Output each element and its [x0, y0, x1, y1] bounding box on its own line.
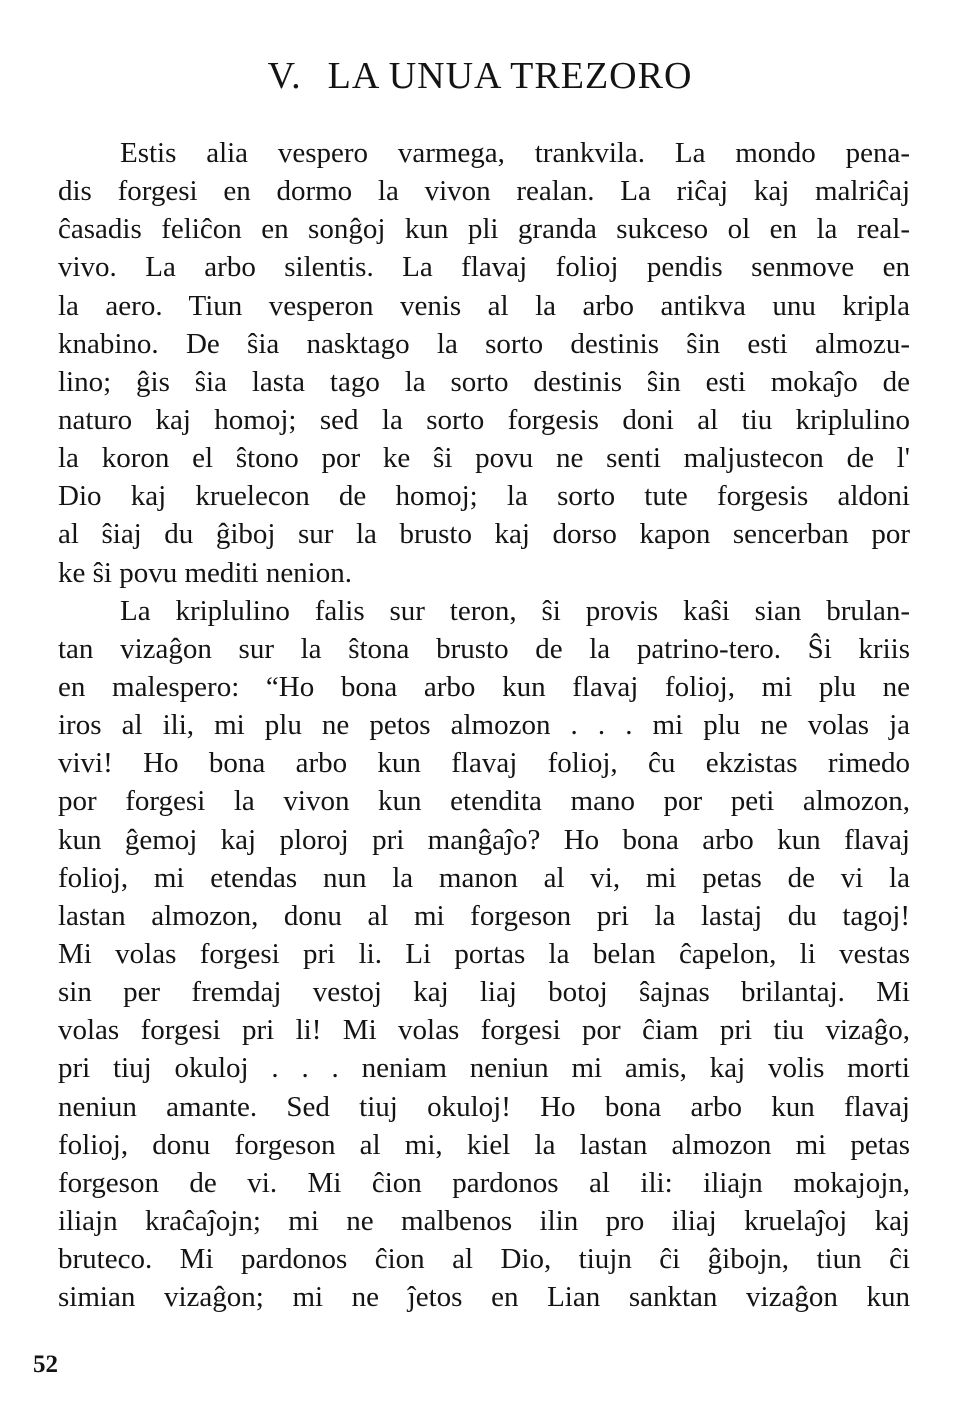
text-line: iliajn kraĉaĵojn; mi ne malbenos ilin pro iliaj kruelaĵoj kaj — [58, 1204, 910, 1237]
text-line: La kriplulino falis sur teron, ŝi provis kaŝi sian brulan- — [120, 594, 910, 627]
chapter-number: V. — [267, 55, 302, 97]
text-line: en malespero: “Ho bona arbo kun flavaj folioj, mi plu ne — [58, 670, 910, 703]
text-line: simian vizaĝon; mi ne ĵetos en Lian sanktan vizaĝon kun — [58, 1281, 910, 1314]
chapter-title — [0, 54, 960, 98]
text-line: Mi volas forgesi pri li. Li portas la belan ĉapelon, li vestas — [58, 937, 910, 970]
text-line: Estis alia vespero varmega, trankvila. La mondo pena- — [120, 137, 910, 169]
text-line: pri tiuj okuloj . . . neniam neniun mi amis, kaj volis morti — [58, 1052, 910, 1085]
text-line: vivo. La arbo silentis. La flavaj folioj pendis senmove en — [58, 251, 910, 284]
text-line: neniun amante. Sed tiuj okuloj! Ho bona arbo kun flavaj — [58, 1090, 910, 1123]
text-line: folioj, mi etendas nun la manon al vi, mi petas de vi la — [58, 861, 910, 894]
text-line: knabino. De ŝia nasktago la sorto destinis ŝin esti almozu- — [58, 327, 910, 360]
text-line: tan vizaĝon sur la ŝtona brusto de la patrino-tero. Ŝi kriis — [58, 632, 910, 665]
text-line: dis forgesi en dormo la vivon realan. La riĉaj kaj malriĉaj — [58, 175, 910, 208]
text-line: volas forgesi pri li! Mi volas forgesi por ĉiam pri tiu vizaĝo, — [58, 1014, 910, 1047]
text-line: Dio kaj kruelecon de homoj; la sorto tute forgesis aldoni — [58, 480, 910, 513]
text-line: sin per fremdaj vestoj kaj liaj botoj ŝajnas brilantaj. Mi — [58, 976, 910, 1009]
text-line: al ŝiaj du ĝiboj sur la brusto kaj dorso kapon sencerban por — [58, 518, 910, 551]
text-line: naturo kaj homoj; sed la sorto forgesis doni al tiu kriplulino — [58, 403, 910, 436]
text-line: folioj, donu forgeson al mi, kiel la lastan almozon mi petas — [58, 1128, 910, 1161]
text-line: iros al ili, mi plu ne petos almozon . . . mi plu ne volas ja — [58, 709, 910, 742]
text-line: ke ŝi povu mediti nenion. — [58, 556, 352, 589]
body-text — [58, 134, 910, 1316]
page-number: 52 — [33, 1351, 58, 1378]
chapter-title-text: LA UNUA TREZORO — [327, 55, 693, 97]
text-line: forgeson de vi. Mi ĉion pardonos al ili: iliajn mokajojn, — [58, 1166, 910, 1199]
text-line: por forgesi la vivon kun etendita mano por peti almozon, — [58, 785, 910, 818]
text-line: bruteco. Mi pardonos ĉion al Dio, tiujn ĉi ĝibojn, tiun ĉi — [58, 1243, 910, 1276]
text-line: vivi! Ho bona arbo kun flavaj folioj, ĉu ekzistas rimedo — [58, 747, 910, 780]
text-line: ĉasadis feliĉon en sonĝoj kun pli granda sukceso ol en la real- — [58, 213, 910, 246]
text-line: lino; ĝis ŝia lasta tago la sorto destinis ŝin esti mokaĵo de — [58, 365, 910, 398]
text-line: la aero. Tiun vesperon venis al la arbo antikva unu kripla — [58, 289, 910, 322]
text-line: la koron el ŝtono por ke ŝi povu ne senti maljustecon de l' — [58, 442, 910, 475]
text-line: kun ĝemoj kaj ploroj pri manĝaĵo? Ho bona arbo kun flavaj — [58, 823, 910, 856]
text-line: lastan almozon, donu al mi forgeson pri la lastaj du tagoj! — [58, 899, 910, 932]
